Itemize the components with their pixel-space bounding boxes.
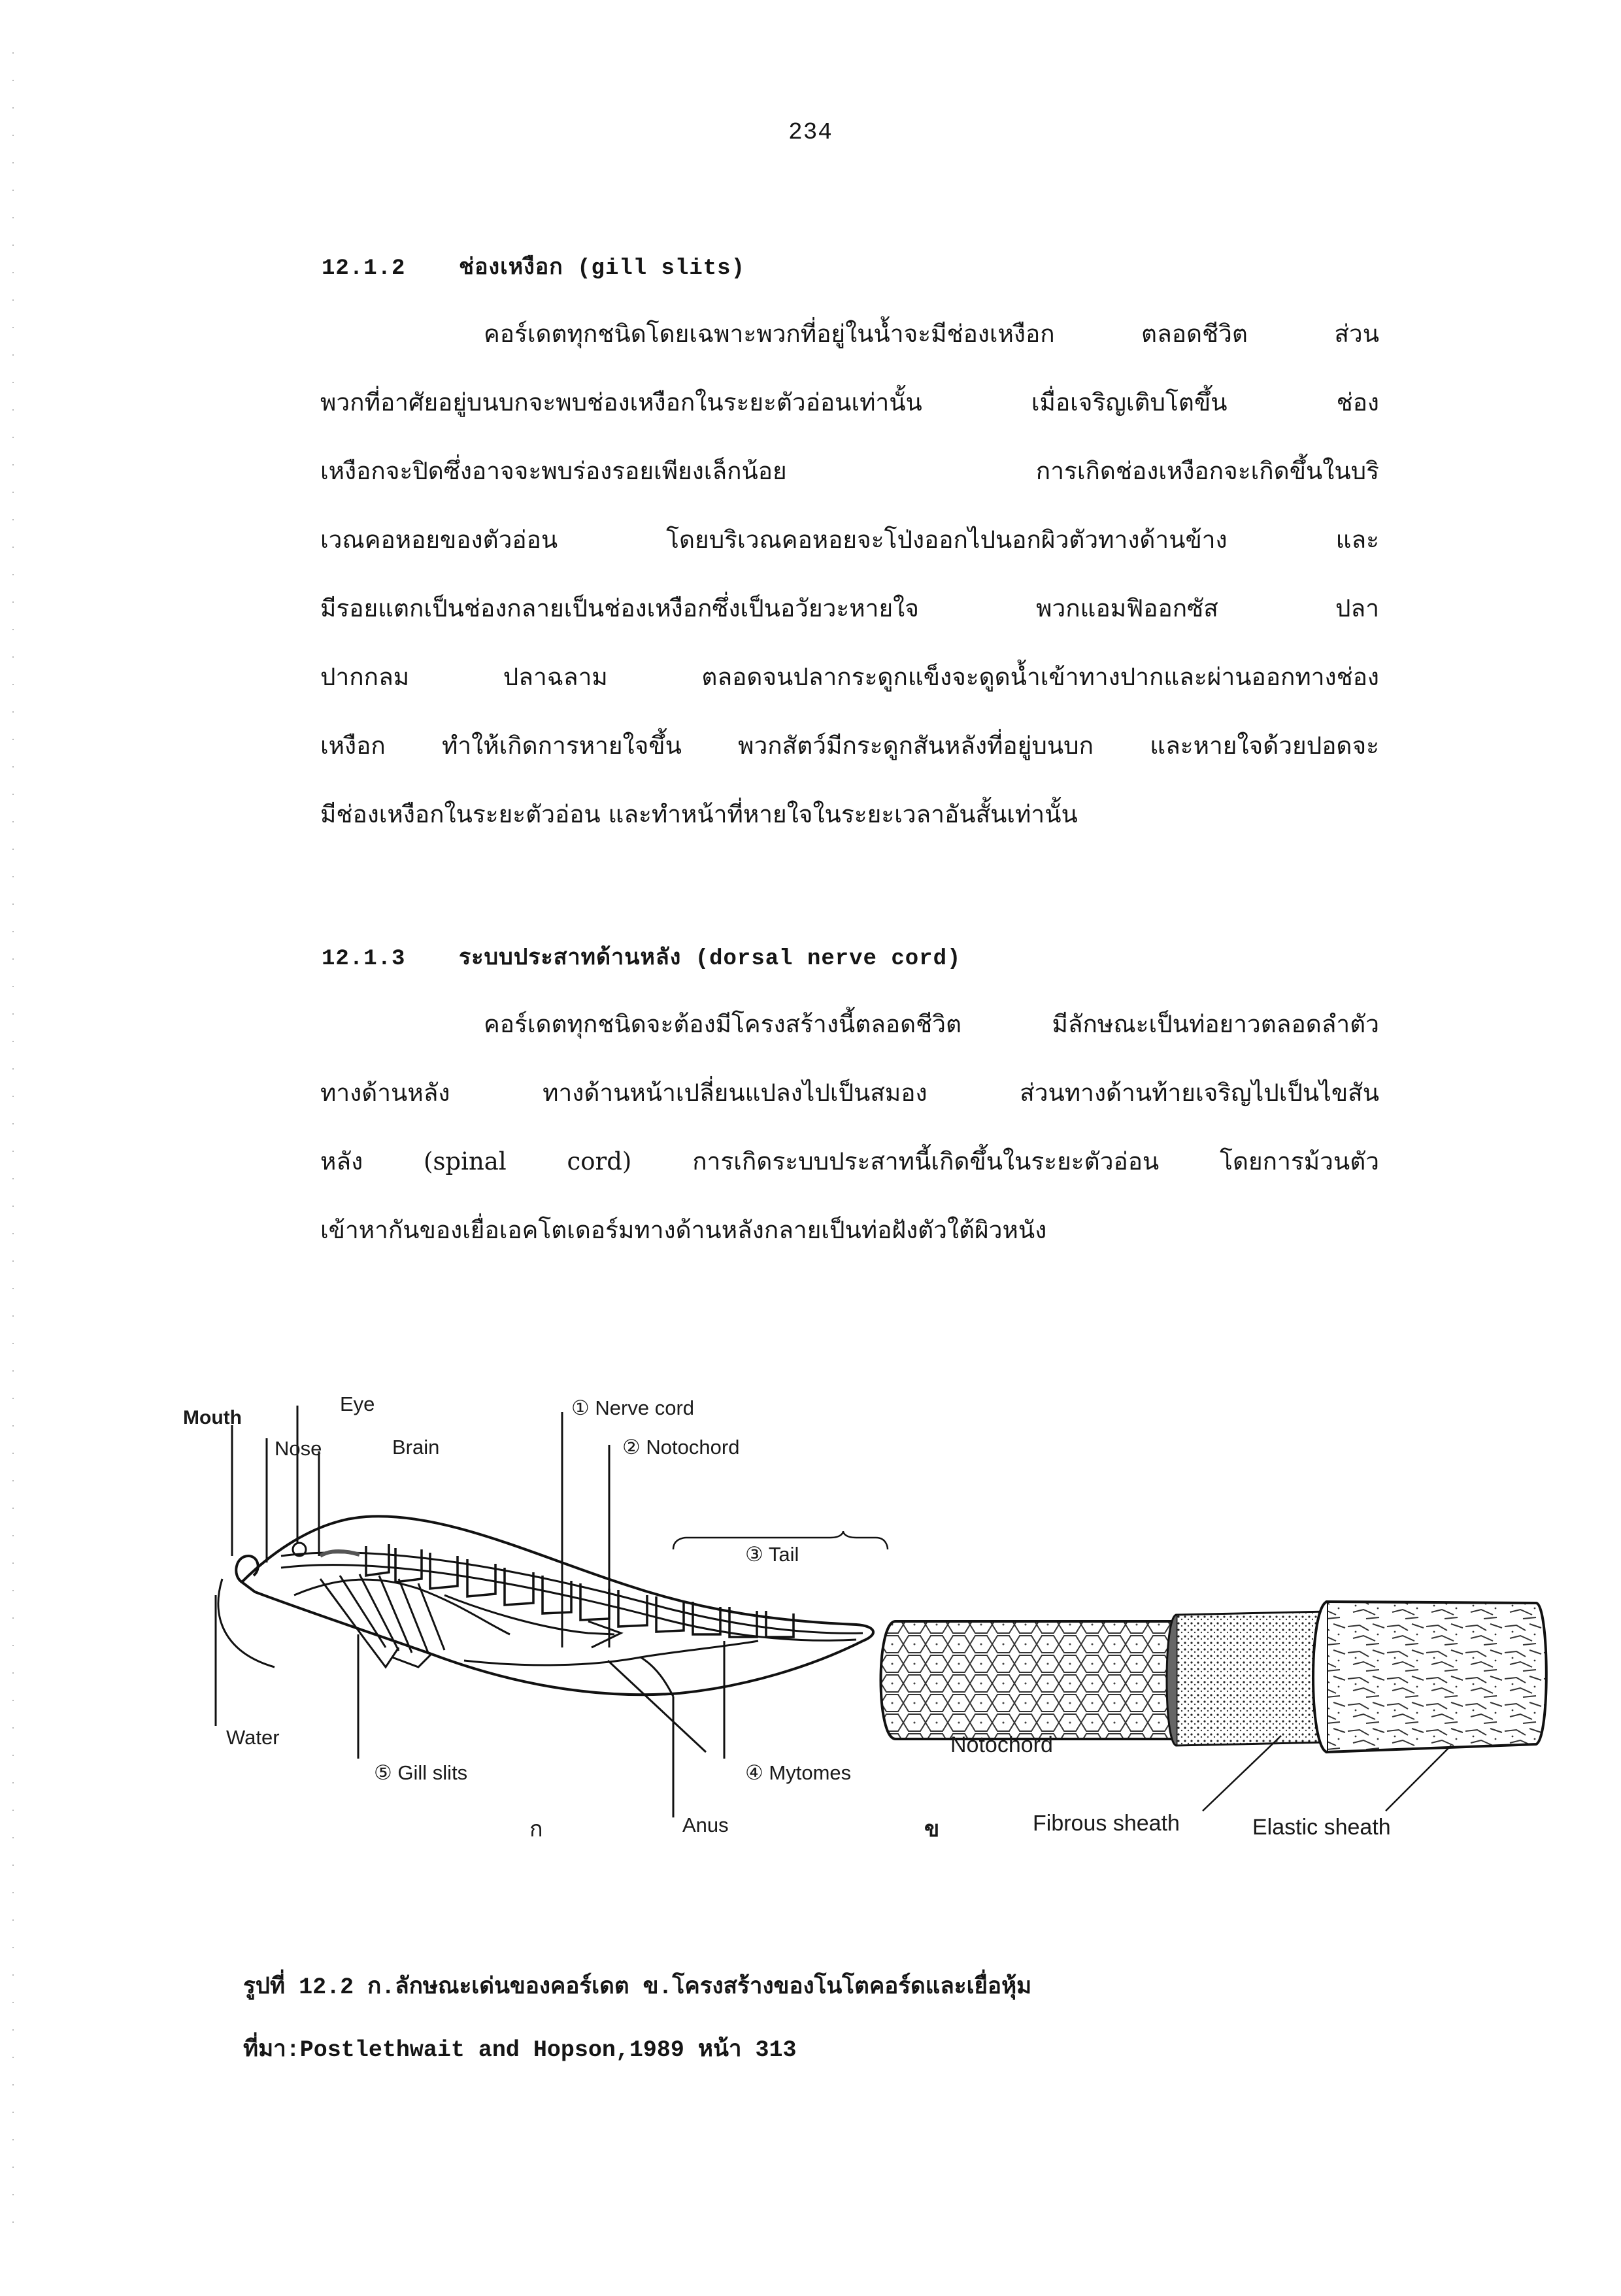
paragraph-line: เหงือก ทำให้เกิดการหายใจขึ้น พวกสัตว์มีกระดูกสันหลังที่อยู่บนบก และหายใจด้วยปอดจะ: [320, 732, 1379, 760]
paragraph-gill-slits: [320, 299, 1379, 849]
paragraph-line: เวณคอหอยของตัวอ่อน โดยบริเวณคอหอยจะโป่งออกไปนอกผิวตัวทางด้านข้าง และ: [320, 526, 1379, 554]
label-notochord-core: Notochord: [950, 1732, 1053, 1757]
figure-drawing: [170, 1360, 1556, 1870]
panel-label-b: ข: [924, 1816, 940, 1842]
section-heading-dorsal-nerve-cord: [322, 939, 961, 974]
section-number: 12.1.2: [322, 256, 406, 281]
paragraph-line: มีช่องเหงือกในระยะตัวอ่อน และทำหน้าที่หายใจในระยะเวลาอันสั้นเท่านั้น: [320, 800, 1078, 828]
page-number: 234: [788, 119, 833, 146]
paragraph-line: พวกที่อาศัยอยู่บนบกจะพบช่องเหงือกในระยะตัวอ่อนเท่านั้น เมื่อเจริญเติบโตขึ้น ช่อง: [320, 388, 1379, 416]
label-nose: Nose: [275, 1437, 322, 1460]
paragraph-line: ปากกลม ปลาฉลาม ตลอดจนปลากระดูกแข็งจะดูดน้ำเข้าทางปากและผ่านออกทางช่อง: [320, 663, 1379, 691]
paragraph-line: มีรอยแตกเป็นช่องกลายเป็นช่องเหงือกซึ่งเป็นอวัยวะหายใจ พวกแอมฟิออกซัส ปลา: [320, 594, 1379, 622]
label-mytomes: ④ Mytomes: [745, 1761, 852, 1784]
label-brain: Brain: [392, 1436, 440, 1459]
label-eye: Eye: [340, 1393, 375, 1415]
paragraph-line: ทางด้านหลัง ทางด้านหน้าเปลี่ยนแปลงไปเป็นสมอง ส่วนทางด้านท้ายเจริญไปเป็นไขสัน: [320, 1079, 1379, 1107]
label-notochord: ② Notochord: [622, 1436, 740, 1459]
paragraph-line: หลัง (spinal cord) การเกิดระบบประสาทนี้เกิดขึ้นในระยะตัวอ่อน โดยการม้วนตัว: [320, 1147, 1379, 1175]
section-title: ช่องเหงือก (gill slits): [459, 256, 745, 281]
section-number: 12.1.3: [322, 947, 406, 971]
paragraph-line: คอร์เดตทุกชนิดจะต้องมีโครงสร้างนี้ตลอดชีวิต มีลักษณะเป็นท่อยาวตลอดลำตัว: [484, 1010, 1379, 1038]
figure-source: ที่มา:Postlethwait and Hopson,1989 หน้า 313: [243, 2037, 797, 2063]
label-mouth: Mouth: [183, 1407, 242, 1428]
margin-ticks: [0, 0, 39, 2296]
paragraph-line: เหงือกจะปิดซึ่งอาจจะพบร่องรอยเพียงเล็กน้อย การเกิดช่องเหงือกจะเกิดขึ้นในบริ: [320, 457, 1379, 485]
label-fibrous-sheath: Fibrous sheath: [1033, 1811, 1180, 1836]
label-water: Water: [226, 1726, 280, 1749]
label-tail: ③ Tail: [745, 1543, 799, 1566]
section-title: ระบบประสาทด้านหลัง (dorsal nerve cord): [459, 947, 961, 971]
panel-label-a: ก: [529, 1816, 543, 1842]
figure-caption: รูปที่ 12.2 ก.ลักษณะเด่นของคอร์เดต ข.โครงสร้างของโนโตคอร์ดและเยื่อหุ้ม: [243, 1974, 1032, 2001]
label-anus: Anus: [682, 1814, 729, 1836]
figure-chordate: [170, 1360, 1556, 1870]
label-elastic-sheath: Elastic sheath: [1252, 1815, 1391, 1840]
paragraph-line: เข้าหากันของเยื่อเอคโตเดอร์มทางด้านหลังกลายเป็นท่อฝังตัวใต้ผิวหนัง: [320, 1216, 1047, 1244]
paragraph-line: คอร์เดตทุกชนิดโดยเฉพาะพวกที่อยู่ในน้ำจะมีช่องเหงือก ตลอดชีวิต ส่วน: [484, 320, 1379, 348]
label-nerve-cord: ① Nerve cord: [571, 1396, 695, 1419]
paragraph-dorsal-nerve-cord: [320, 990, 1379, 1264]
label-gill-slits: ⑤ Gill slits: [374, 1761, 468, 1784]
notochord-cylinder-drawing: [881, 1602, 1546, 1811]
section-heading-gill-slits: [322, 248, 745, 284]
